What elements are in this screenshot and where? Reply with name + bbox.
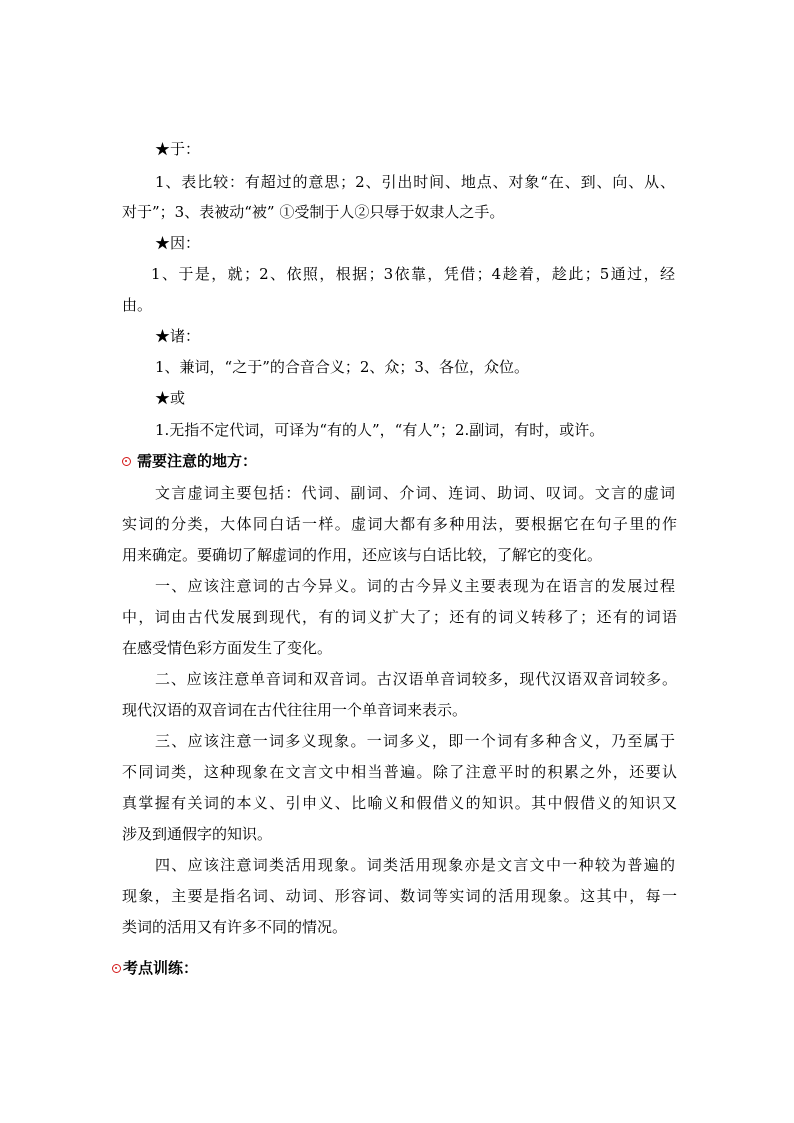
intro-line-3: 用来确定。要确切了解虚词的作用，还应该与白话比较，了解它的变化。	[122, 546, 603, 564]
p3-line-1: 三、应该注意一词多义现象。一词多义，即一个词有多种含义，乃至属于	[155, 732, 675, 750]
bullet-icon	[112, 964, 121, 973]
training-heading: 考点训练：	[123, 959, 199, 977]
p1-line-1: 一、应该注意词的古今异义。词的古今异义主要表现为在语言的发展过程	[155, 577, 675, 595]
p2-line-1: 二、应该注意单音词和双音词。古汉语单音词较多，现代汉语双音词较多。	[155, 670, 677, 688]
yu-line-1: 1、表比较：有超过的意思；2、引出时间、地点、对象“在、到、向、从、	[155, 173, 675, 191]
intro-line-2: 实词的分类，大体同白话一样。虚词大都有多种用法，要根据它在句子里的作	[122, 515, 677, 533]
heading-zhu: ★诸：	[155, 327, 201, 345]
notes-heading-row	[122, 451, 257, 471]
yu-line-2: 对于”；3、表被动“被” ①受制于人②只辱于奴隶人之手。	[122, 203, 505, 221]
yin-line-1: 1、于是，就；2、依照，根据；3依靠，凭借；4趁着，趁此；5通过，经	[151, 265, 675, 283]
heading-yu: ★于：	[155, 140, 201, 158]
p3-line-4: 涉及到通假字的知识。	[122, 825, 273, 843]
p4-line-1: 四、应该注意词类活用现象。词类活用现象亦是文言文中一种较为普遍的	[155, 856, 675, 874]
yin-line-2: 由。	[122, 296, 153, 314]
huo-line-1: 1.无指不定代词，可译为“有的人”，“有人”；2.副词，有时，或许。	[155, 421, 605, 439]
training-heading-row	[112, 958, 198, 978]
heading-huo: ★或	[155, 389, 186, 407]
p4-line-2: 现象，主要是指名词、动词、形容词、数词等实词的活用现象。这其中，每一	[122, 887, 677, 905]
bullet-icon	[122, 457, 131, 466]
p4-line-3: 类词的活用又有许多不同的情况。	[122, 918, 348, 936]
p1-line-2: 中，词由古代发展到现代，有的词义扩大了；还有的词义转移了；还有的词语	[122, 608, 677, 626]
p1-line-3: 在感受情色彩方面发生了变化。	[122, 639, 333, 657]
p2-line-2: 现代汉语的双音词在古代往往用一个单音词来表示。	[122, 701, 468, 719]
p3-line-2: 不同词类，这种现象在文言文中相当普遍。除了注意平时的积累之外，还要认	[122, 763, 677, 781]
notes-heading: 需要注意的地方：	[137, 452, 258, 470]
intro-line-1: 文言虚词主要包括：代词、副词、介词、连词、助词、叹词。文言的虚词	[155, 484, 675, 502]
heading-yin: ★因：	[155, 234, 201, 252]
zhu-line-1: 1、兼词，“之于”的合音合义；2、众；3、各位，众位。	[155, 358, 529, 376]
p3-line-3: 真掌握有关词的本义、引申义、比喻义和假借义的知识。其中假借义的知识又	[122, 794, 677, 812]
